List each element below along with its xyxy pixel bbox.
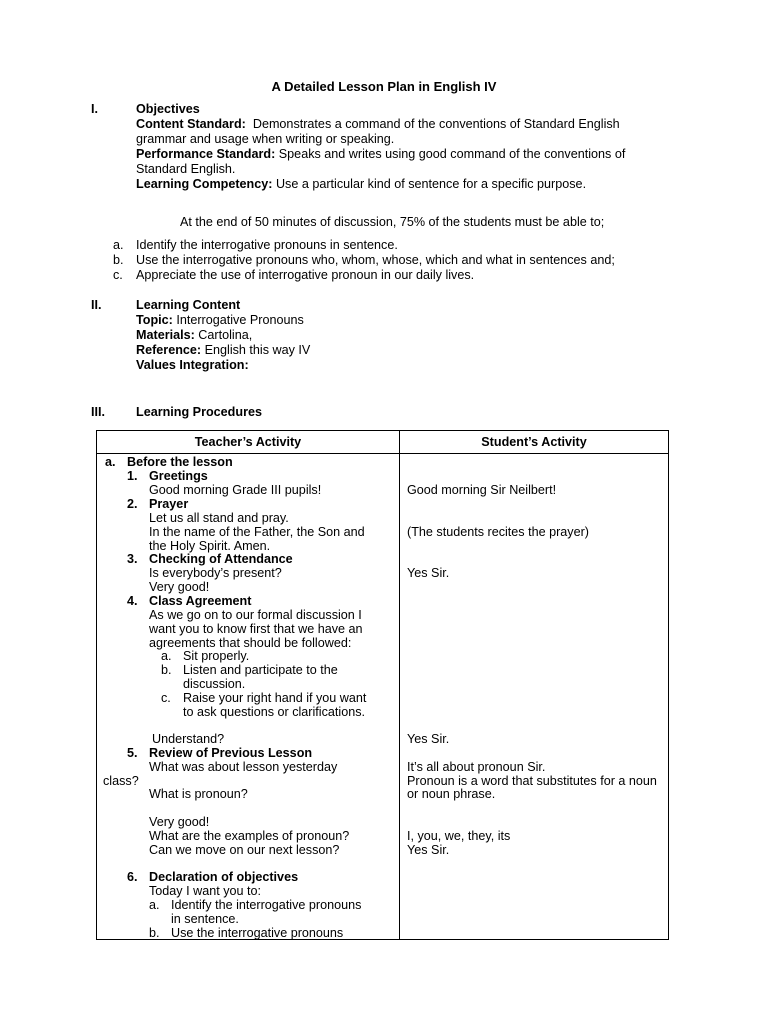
section-number-objectives: I. [91, 102, 98, 116]
teacher-line: Raise your right hand if you want [183, 691, 367, 705]
materials-row [136, 328, 252, 343]
objectives-heading: Objectives [136, 102, 200, 116]
section-number-content: II. [91, 298, 102, 312]
teacher-line: Listen and participate to the [183, 663, 338, 677]
learning-procedures-heading: Learning Procedures [136, 405, 262, 419]
step-number: 2. [127, 497, 138, 511]
student-line: Pronoun is a word that substitutes for a noun [407, 774, 657, 788]
teacher-line: Good morning Grade III pupils! [149, 483, 322, 497]
teacher-line: Very good! [149, 580, 210, 594]
learning-competency [136, 177, 586, 192]
objective-item-text: Use the interrogative pronouns who, whom, whose, which and what in sentences and; [136, 253, 615, 267]
content-standard-text-2: grammar and usage when writing or speaking. [136, 132, 395, 146]
teacher-line: What are the examples of pronoun? [149, 829, 350, 843]
greetings-label: Greetings [149, 469, 208, 483]
sub-letter: c. [161, 691, 171, 705]
content-standard-text: Demonstrates a command of the conventions of Standard English [252, 117, 620, 131]
step-letter: a. [105, 455, 116, 469]
performance-standard [136, 147, 625, 162]
student-line: (The students recites the prayer) [407, 525, 589, 539]
teacher-line: in sentence. [171, 912, 239, 926]
teacher-line: discussion. [183, 677, 246, 691]
step-number: 3. [127, 552, 138, 566]
values-integration-label: Values Integration: [136, 358, 249, 372]
student-line: Good morning Sir Neilbert! [407, 483, 557, 497]
student-line: or noun phrase. [407, 787, 496, 801]
teacher-line: Is everybody’s present? [149, 566, 282, 580]
objective-item-letter: b. [113, 253, 124, 267]
teacher-line: What was about lesson yesterday [149, 760, 338, 774]
student-line: It’s all about pronoun Sir. [407, 760, 546, 774]
performance-standard-label: Performance Standard: [136, 147, 276, 161]
sub-letter: a. [161, 649, 172, 663]
teacher-line: agreements that should be followed: [149, 636, 352, 650]
student-line: Yes Sir. [407, 732, 450, 746]
review-label: Review of Previous Lesson [149, 746, 313, 760]
section-number-procedures: III. [91, 405, 105, 419]
teacher-line: class? [103, 774, 139, 788]
teacher-line: Very good! [149, 815, 210, 829]
student-activity-header: Student’s Activity [400, 431, 669, 454]
content-standard [136, 117, 620, 132]
learning-competency-label: Learning Competency: [136, 177, 273, 191]
step-number: 4. [127, 594, 138, 608]
teacher-activity-cell [97, 454, 400, 940]
teacher-line: to ask questions or clarifications. [183, 705, 365, 719]
sub-letter: b. [161, 663, 172, 677]
step-number: 5. [127, 746, 138, 760]
topic-value: Interrogative Pronouns [176, 313, 304, 327]
teacher-line: As we go on to our formal discussion I [149, 608, 362, 622]
student-line: Yes Sir. [407, 566, 450, 580]
step-number: 1. [127, 469, 138, 483]
learning-competency-text: Use a particular kind of sentence for a specific purpose. [275, 177, 587, 191]
class-agreement-label: Class Agreement [149, 594, 252, 608]
declaration-label: Declaration of objectives [149, 870, 299, 884]
before-lesson-label: Before the lesson [127, 455, 233, 469]
teacher-line: Can we move on our next lesson? [149, 843, 340, 857]
topic-row [136, 313, 304, 328]
teacher-line: want you to know first that we have an [149, 622, 363, 636]
learning-content-heading: Learning Content [136, 298, 241, 312]
teacher-line: In the name of the Father, the Son and [149, 525, 365, 539]
objective-item-text: Appreciate the use of interrogative pronoun in our daily lives. [136, 268, 475, 282]
teacher-line: Use the interrogative pronouns [171, 926, 344, 939]
teacher-line: the Holy Spirit. Amen. [149, 539, 271, 553]
procedures-table [96, 430, 669, 940]
teacher-line: What is pronoun? [149, 787, 248, 801]
student-line: Yes Sir. [407, 843, 450, 857]
performance-standard-text-2: Standard English. [136, 162, 236, 176]
teacher-line: Today I want you to: [149, 884, 262, 898]
student-activity-cell [400, 454, 669, 940]
reference-value: English this way IV [204, 343, 311, 357]
performance-standard-text: Speaks and writes using good command of the conventions of [278, 147, 626, 161]
objectives-intro: At the end of 50 minutes of discussion, 75% of the students must be able to; [180, 215, 605, 229]
attendance-label: Checking of Attendance [149, 552, 293, 566]
document-title: A Detailed Lesson Plan in English IV [271, 79, 497, 94]
sub-letter: b. [149, 926, 160, 939]
teacher-activity-header: Teacher’s Activity [97, 431, 400, 454]
objective-item-text: Identify the interrogative pronouns in sentence. [136, 238, 398, 252]
topic-label: Topic: [136, 313, 173, 327]
materials-value: Cartolina, [198, 328, 253, 342]
sub-letter: a. [149, 898, 160, 912]
student-line: I, you, we, they, its [407, 829, 511, 843]
reference-row [136, 343, 310, 358]
teacher-line: Sit properly. [183, 649, 250, 663]
teacher-line: Understand? [152, 732, 225, 746]
content-standard-label: Content Standard: [136, 117, 246, 131]
teacher-line: Identify the interrogative pronouns [171, 898, 362, 912]
objective-item-letter: c. [113, 268, 123, 282]
teacher-line: Let us all stand and pray. [149, 511, 289, 525]
reference-label: Reference: [136, 343, 202, 357]
step-number: 6. [127, 870, 138, 884]
prayer-label: Prayer [149, 497, 189, 511]
objective-item-letter: a. [113, 238, 124, 252]
materials-label: Materials: [136, 328, 195, 342]
